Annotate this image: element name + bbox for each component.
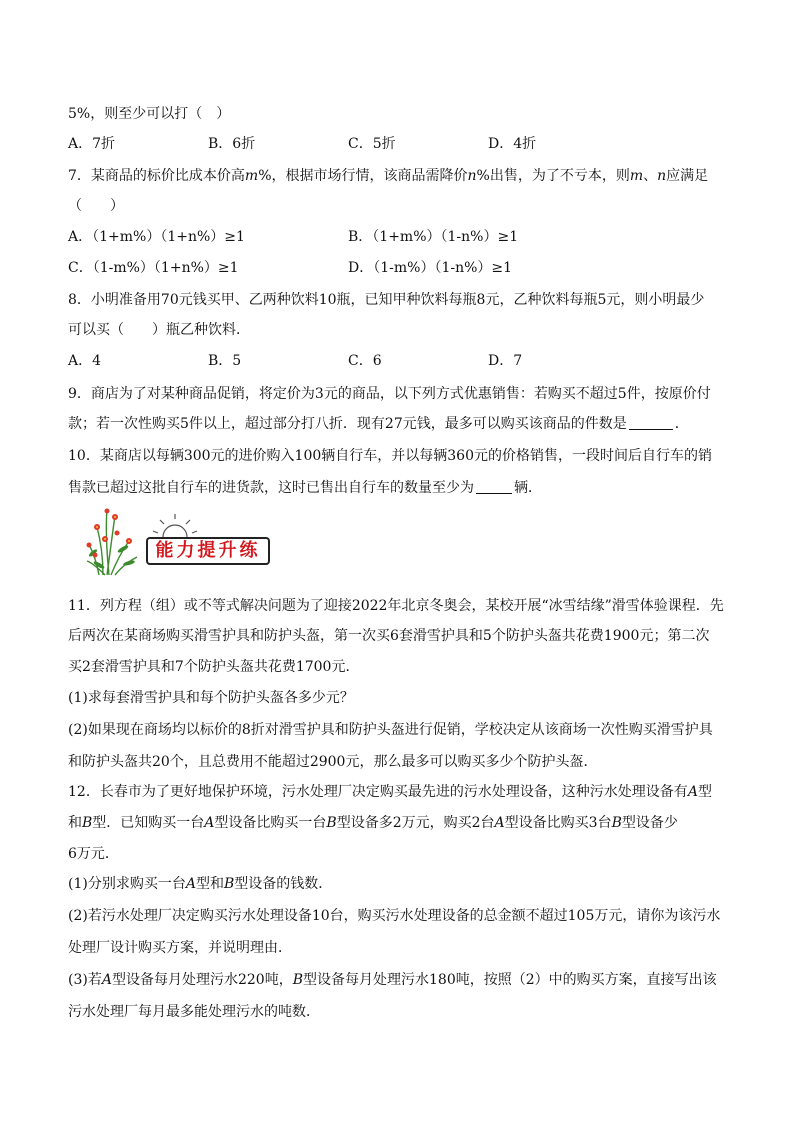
q8-option-b: B．5 [208, 353, 242, 369]
q6-tail: 5%，则至少可以打（ ） [68, 106, 231, 122]
q7-option-b: B．（1+m%）（1-n%）≥1 [348, 229, 519, 245]
q8-option-a: A．4 [68, 353, 102, 369]
q8-option-d: D．7 [488, 353, 523, 369]
q8-line-1: 8．小明准备用70元钱买甲、乙两种饮料10瓶，已知甲种饮料每瓶8元，乙种饮料每瓶5元，则小明最少 [68, 292, 705, 308]
q6-option-b: B．6折 [208, 136, 256, 152]
q11-part-1: (1)求每套滑雪护具和每个防护头盔各多少元？ [68, 690, 354, 706]
q12-part-2-line-1: (2)若污水处理厂决定购买污水处理设备10台，购买污水处理设备的总金额不超过105万元，请你为该污水 [68, 908, 721, 924]
q7-paren: （ ） [68, 198, 124, 214]
q11-line-3: 买2套滑雪护具和7个防护头盔共花费1700元． [68, 659, 360, 675]
answer-blank[interactable] [629, 415, 673, 430]
q12-part-3-line-2: 污水处理厂每月最多能处理污水的吨数． [68, 1004, 320, 1020]
q9-line-1: 9．商店为了对某种商品促销，将定价为3元的商品，以下列方式优惠销售：若购买不超过5件，按原价付 [68, 386, 711, 402]
q12-line-3: 6万元． [68, 846, 119, 862]
q7-option-a: A．（1+m%）（1+n%）≥1 [68, 229, 245, 245]
q7-stem: 7．某商品的标价比成本价高m%，根据市场行情，该商品需降价n%出售，为了不亏本，则m、n应满足 [68, 168, 709, 184]
q6-option-c: C．5折 [348, 136, 396, 152]
q8-option-c: C．6 [348, 353, 382, 369]
q12-line-2: 和B型．已知购买一台A型设备比购买一台B型设备多2万元，购买2台A型设备比购买3台B型设备少 [68, 815, 678, 831]
q7-option-c: C．（1-m%）（1+n%）≥1 [68, 260, 239, 276]
q10-line-2: 售款已超过这批自行车的进货款，这时已售出自行车的数量至少为 辆． [68, 480, 542, 496]
q11-line-2: 后两次在某商场购买滑雪护具和防护头盔，第一次买6套滑雪护具和5个防护头盔共花费1900元；第二次 [68, 628, 710, 644]
q10-line-1: 10．某商店以每辆300元的进价购入100辆自行车，并以每辆360元的价格销售，一段时间后自行车的销 [68, 448, 712, 464]
q12-line-1: 12．长春市为了更好地保护环境，污水处理厂决定购买最先进的污水处理设备，这种污水处理设备有A型 [68, 784, 712, 800]
q12-part-3-line-1: (3)若A型设备每月处理污水220吨，B型设备每月处理污水180吨，按照（2）中的购买方案，直接写出该 [68, 972, 717, 988]
section-banner-title: 能力提升练 [146, 537, 270, 565]
q11-part-2-line-1: (2)如果现在商场均以标价的8折对滑雪护具和防护头盔进行促销，学校决定从该商场一次性购买滑雪护具 [68, 722, 713, 738]
q12-part-2-line-2: 处理厂设计购买方案，并说明理由． [68, 940, 292, 956]
q6-option-a: A．7折 [68, 136, 116, 152]
q12-part-1: (1)分别求购买一台A型和B型设备的钱数． [68, 876, 333, 892]
q9-line-2: 款；若一次性购买5件以上，超过部分打八折．现有27元钱，最多可以购买该商品的件数是 ． [68, 416, 689, 432]
q11-line-1: 11．列方程（组）或不等式解决问题为了迎接2022年北京冬奥会，某校开展“冰雪结缘”滑雪体验课程．先 [68, 598, 724, 614]
answer-blank[interactable] [476, 479, 512, 494]
q11-part-2-line-2: 和防护头盔共20个，且总费用不能超过2900元，那么最多可以购买多少个防护头盔． [68, 754, 598, 770]
q7-option-d: D．（1-m%）（1-n%）≥1 [348, 260, 513, 276]
q6-option-d: D．4折 [488, 136, 537, 152]
q8-line-2: 可以买（ ）瓶乙种饮料． [68, 322, 250, 338]
